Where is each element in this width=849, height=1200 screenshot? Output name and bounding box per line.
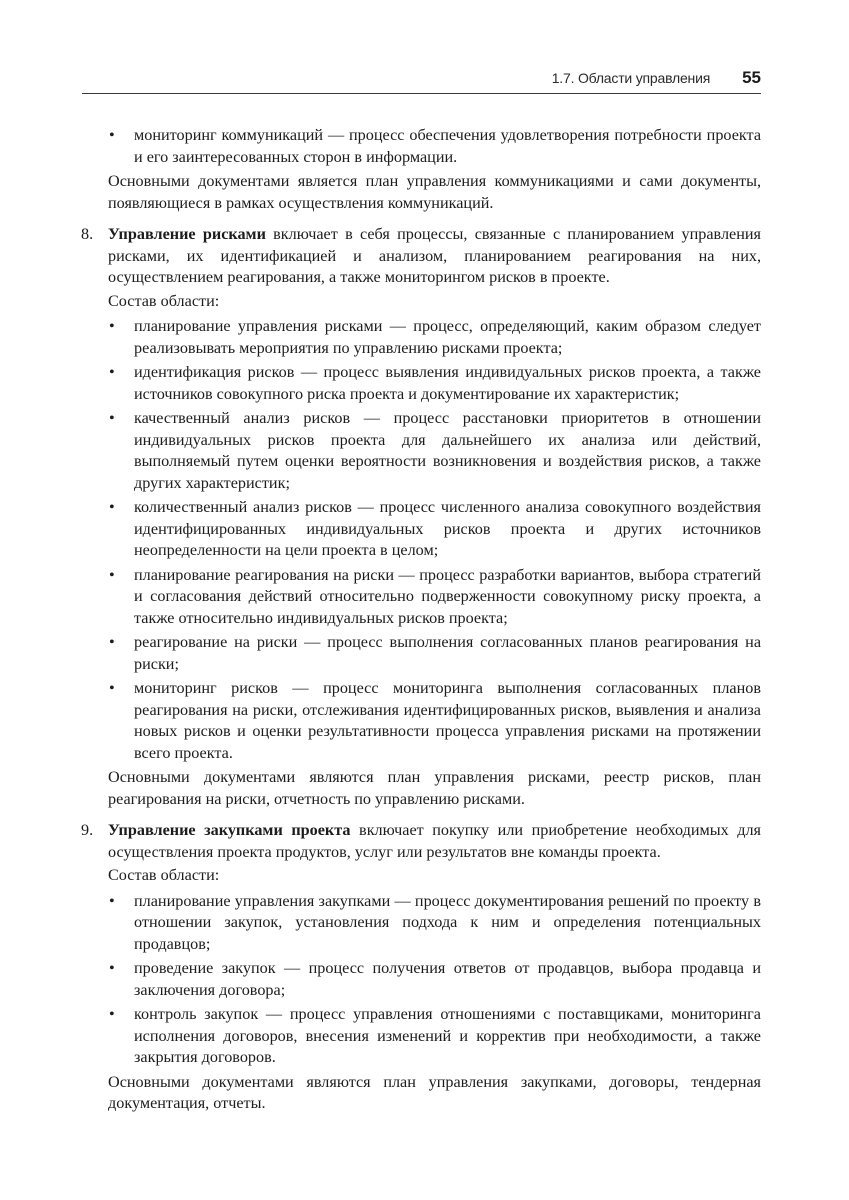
scope-label: Состав области: (108, 291, 220, 310)
paragraph-documents: Основными документами является план управления коммуникациями и сами документы, появляющиеся в рамках осуществления коммуникаций. (108, 172, 761, 212)
list-item: • реагирование на риски — процесс выполнения согласованных планов реагирования на риски; (108, 632, 761, 675)
scope-label: Состав области: (108, 866, 220, 884)
list-item: • идентификация рисков — процесс выявления индивидуальных рисков проекта, а также источников совокупного риска проекта и документирование их характеристик; (108, 362, 761, 405)
section-lead (81, 820, 761, 863)
paragraph-documents: Основными документами являются план управления рисками, реестр рисков, план реагирования на риски, отчетность по управлению рисками. (108, 768, 761, 808)
page-body (81, 125, 761, 1125)
section-lead (81, 224, 761, 289)
top-bullet-list (108, 125, 761, 168)
section-lead-text: включает в себя процессы, связанные с планированием управления рисками, их идентификацией и анализом, планированием реагирования на них, осуществлением реагирования, а также мониторингом рисков в проекте. (108, 225, 761, 286)
section-risk-management (81, 224, 761, 810)
procurement-bullet-list (108, 891, 761, 1069)
list-item: • мониторинг коммуникаций — процесс обеспечения удовлетворения потребности проекта и его заинтересованных сторон в информации. (108, 125, 761, 168)
section-title: Управление рисками (108, 225, 266, 243)
page-header (82, 62, 761, 94)
list-item: • количественный анализ рисков — процесс численного анализа совокупного воздействия идентифицированных индивидуальных рисков проекта и других источников неопределенности на цели проекта в целом; (108, 497, 761, 562)
list-item: • мониторинг рисков — процесс мониторинга выполнения согласованных планов реагирования на риски, отслеживания идентифицированных рисков, выявления и анализа новых рисков и оценки результативности процесса управления рисками на протяжении всего проекта. (108, 678, 761, 764)
section-title: Управление закупками проекта (108, 821, 351, 839)
section-procurement-management (81, 820, 761, 1115)
list-item: • качественный анализ рисков — процесс расстановки приоритетов в отношении индивидуальных рисков проекта для дальнейшего их анализа или действий, выполняемый путем оценки вероятности возникновения и воздействия рисков, а также других характеристик; (108, 408, 761, 494)
page-number: 55 (742, 67, 761, 87)
running-title: 1.7. Области управления (551, 69, 711, 86)
paragraph-documents: Основными документами являются план управления закупками, договоры, тендерная документация, отчеты. (108, 1072, 761, 1112)
list-item: • планирование управления рисками — процесс, определяющий, каким образом следует реализовывать мероприятия по управлению рисками проекта; (108, 316, 761, 359)
list-item: • планирование реагирования на риски — процесс разработки вариантов, выбора стратегий и согласования действий относительно подверженности совокупному риску проекта, а также относительно индивидуальных рисков проекта; (108, 565, 761, 630)
risk-bullet-list (108, 316, 761, 764)
list-item: • планирование управления закупками — процесс документирования решений по проекту в отношении закупок, установления подхода к ним и определения потенциальных продавцов; (108, 891, 761, 956)
section-number: 8. (81, 225, 94, 243)
list-item: • контроль закупок — процесс управления отношениями с поставщиками, мониторинга исполнения договоров, внесения изменений и корректив при необходимости, а также закрытия договоров. (108, 1004, 761, 1069)
section-lead-text: включает покупку или приобретение необходимых для осуществления проекта продуктов, услуг или результатов вне команды проекта. (108, 821, 761, 861)
list-item: • проведение закупок — процесс получения ответов от продавцов, выбора продавца и заключения договора; (108, 958, 761, 1001)
section-number: 9. (81, 821, 94, 839)
